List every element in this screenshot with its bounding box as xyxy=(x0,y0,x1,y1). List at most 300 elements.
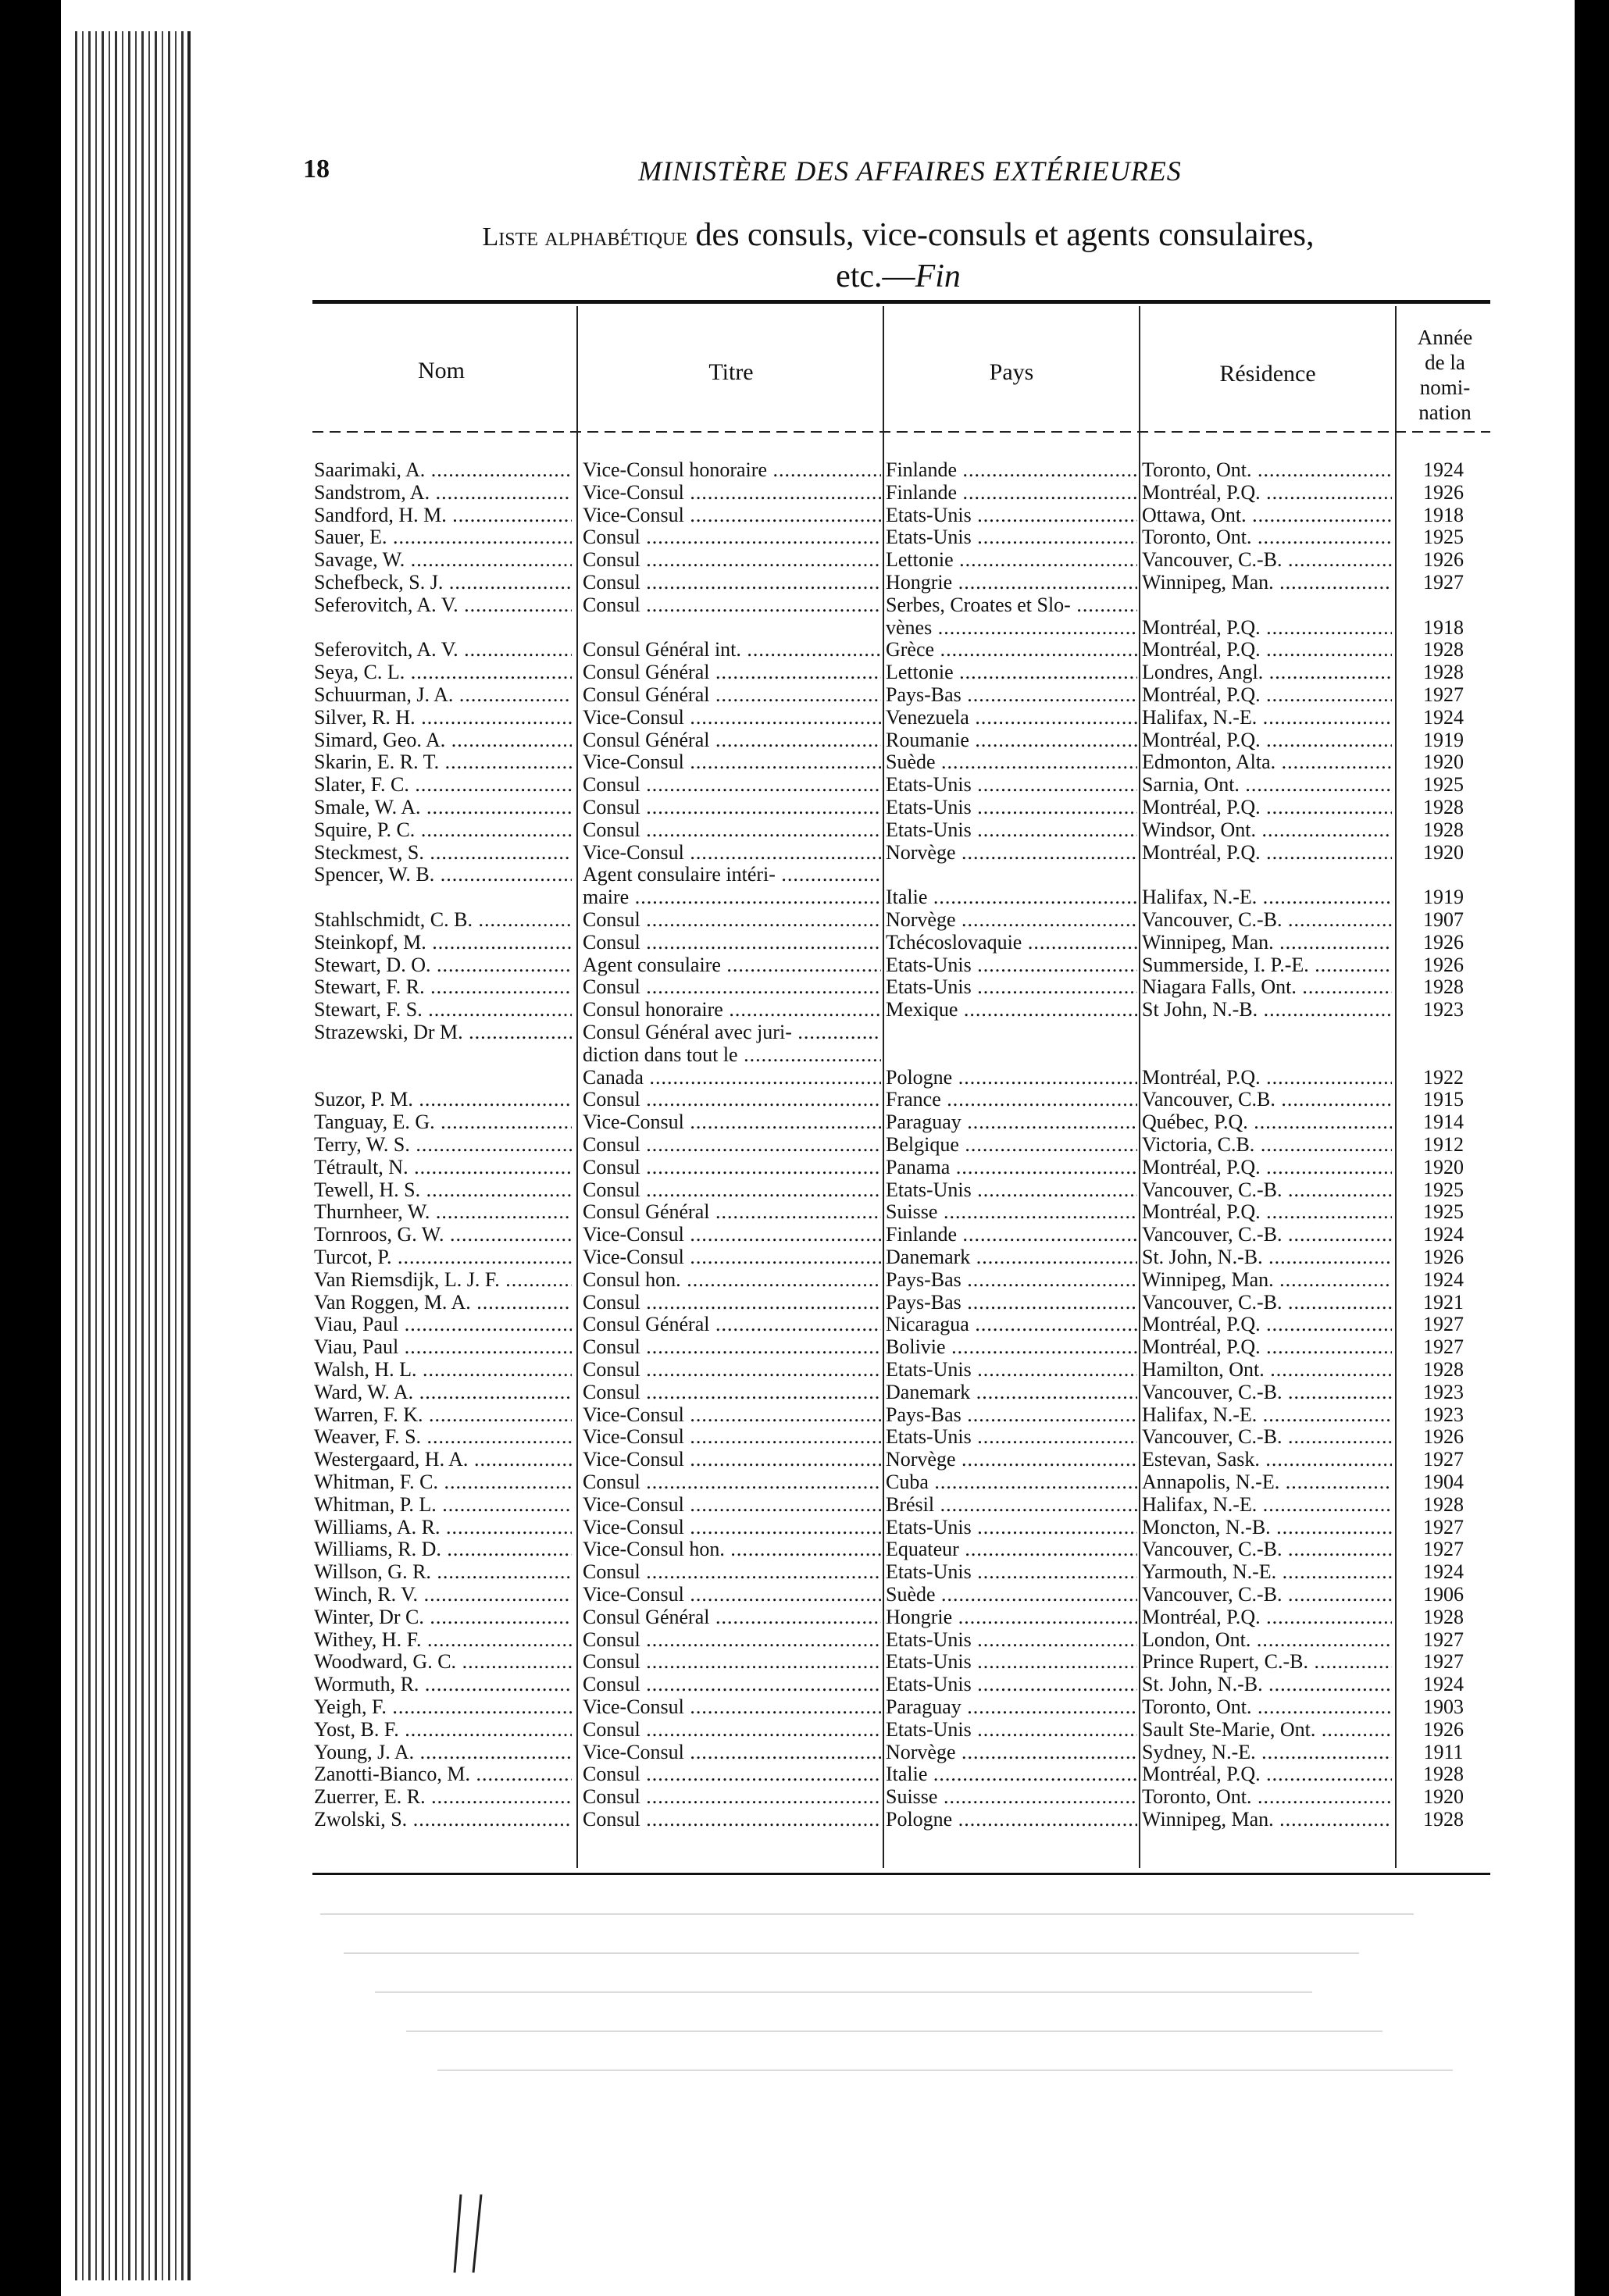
row-pays: Finlande ..... xyxy=(886,1224,1137,1246)
row-nom: Williams, A. R. ..... xyxy=(314,1517,572,1538)
row-annee: 1923 xyxy=(1423,1403,1464,1426)
row-titre: Consul honoraire ..... xyxy=(583,999,881,1021)
row-nom: Van Riemsdijk, L. J. F. ..... xyxy=(314,1269,572,1291)
row-pays: Finlande ..... xyxy=(886,459,1137,481)
row-annee: 1924 xyxy=(1423,1268,1464,1291)
row-annee: 1926 xyxy=(1423,481,1464,504)
row-titre: Consul ..... xyxy=(583,909,881,931)
table-row xyxy=(0,684,1609,706)
row-titre: maire ..... xyxy=(583,886,881,908)
row-annee: 1928 xyxy=(1423,639,1464,661)
row-pays: Lettonie ..... xyxy=(886,661,1137,683)
row-residence: Moncton, N.-B. ..... xyxy=(1142,1517,1392,1538)
row-annee: 1924 xyxy=(1423,1561,1464,1584)
row-titre: Consul ..... xyxy=(583,932,881,954)
row-nom: Turcot, P. ..... xyxy=(314,1246,572,1268)
row-nom: Thurnheer, W. ..... xyxy=(314,1201,572,1223)
row-pays: Lettonie ..... xyxy=(886,549,1137,571)
table-row xyxy=(0,1269,1609,1291)
row-titre: Consul Général avec juri- ..... xyxy=(583,1021,881,1043)
row-titre: Consul Général ..... xyxy=(583,1606,881,1628)
row-residence: Toronto, Ont. ..... xyxy=(1142,1696,1392,1718)
row-titre: Canada ..... xyxy=(583,1067,881,1089)
table-row xyxy=(0,1336,1609,1358)
row-titre: Vice-Consul ..... xyxy=(583,1584,881,1606)
row-nom: Tanguay, E. G. ..... xyxy=(314,1111,572,1133)
pencil-marks xyxy=(437,2187,531,2280)
row-nom: Wormuth, R. ..... xyxy=(314,1674,572,1695)
row-pays: Norvège ..... xyxy=(886,1449,1137,1471)
header-titre: Titre xyxy=(708,359,754,385)
table-row xyxy=(0,661,1609,683)
row-residence: Vancouver, C.-B. ..... xyxy=(1142,1224,1392,1246)
table-header-rule xyxy=(312,431,1490,433)
row-titre: Agent consulaire ..... xyxy=(583,954,881,976)
row-annee: 1920 xyxy=(1423,841,1464,864)
row-pays: Etats-Unis ..... xyxy=(886,954,1137,976)
row-nom: Tornroos, G. W. ..... xyxy=(314,1224,572,1246)
table-row xyxy=(0,1201,1609,1223)
row-residence: Summerside, I. P.-E. ..... xyxy=(1142,954,1392,976)
row-nom: Yost, B. F. ..... xyxy=(314,1719,572,1741)
row-residence: St. John, N.-B. ..... xyxy=(1142,1674,1392,1695)
row-nom: Seferovitch, A. V. ..... xyxy=(314,639,572,661)
row-annee: 1928 xyxy=(1423,1606,1464,1628)
row-titre: Consul ..... xyxy=(583,1719,881,1741)
row-pays: Suisse ..... xyxy=(886,1201,1137,1223)
row-residence: Montréal, P.Q. ..... xyxy=(1142,482,1392,504)
row-residence: Montréal, P.Q. ..... xyxy=(1142,639,1392,661)
table-row xyxy=(0,1426,1609,1448)
row-residence: Montréal, P.Q. ..... xyxy=(1142,729,1392,751)
row-pays: Finlande ..... xyxy=(886,482,1137,504)
row-residence: Vancouver, C.-B. ..... xyxy=(1142,1292,1392,1314)
row-titre: Vice-Consul ..... xyxy=(583,1224,881,1246)
row-pays: Pays-Bas ..... xyxy=(886,684,1137,706)
row-annee: 1914 xyxy=(1423,1111,1464,1134)
table-row xyxy=(0,999,1609,1021)
row-nom: Terry, W. S. ..... xyxy=(314,1134,572,1156)
row-residence: Montréal, P.Q. ..... xyxy=(1142,797,1392,818)
row-annee: 1925 xyxy=(1423,526,1464,549)
row-nom: Winch, R. V. ..... xyxy=(314,1584,572,1606)
row-titre: Consul ..... xyxy=(583,1382,881,1403)
row-nom: Woodward, G. C. ..... xyxy=(314,1651,572,1673)
table-row xyxy=(0,1809,1609,1831)
row-pays: Grèce ..... xyxy=(886,639,1137,661)
table-row xyxy=(0,482,1609,504)
table-row xyxy=(0,819,1609,841)
row-titre: Consul Général ..... xyxy=(583,684,881,706)
row-titre: Consul ..... xyxy=(583,549,881,571)
row-pays: Etats-Unis ..... xyxy=(886,504,1137,526)
row-annee: 1918 xyxy=(1423,616,1464,639)
row-pays: Etats-Unis ..... xyxy=(886,1426,1137,1448)
row-nom: Sauer, E. ..... xyxy=(314,526,572,548)
row-nom: Schefbeck, S. J. ..... xyxy=(314,572,572,594)
row-residence: Victoria, C.B. ..... xyxy=(1142,1134,1392,1156)
row-titre: Consul ..... xyxy=(583,1134,881,1156)
row-residence: Ottawa, Ont. ..... xyxy=(1142,504,1392,526)
row-residence: Halifax, N.-E. ..... xyxy=(1142,1494,1392,1516)
row-annee: 1920 xyxy=(1423,751,1464,774)
row-annee: 1907 xyxy=(1423,909,1464,931)
row-titre: Vice-Consul ..... xyxy=(583,1404,881,1426)
table-row xyxy=(0,797,1609,818)
row-annee: 1923 xyxy=(1423,999,1464,1021)
row-residence: Montréal, P.Q. ..... xyxy=(1142,617,1392,639)
row-titre: Consul Général ..... xyxy=(583,1314,881,1335)
row-titre: Vice-Consul ..... xyxy=(583,1517,881,1538)
list-title xyxy=(367,216,1429,296)
header-annee-line: nomi- xyxy=(1419,376,1471,399)
row-annee: 1924 xyxy=(1423,459,1464,481)
row-annee: 1926 xyxy=(1423,549,1464,572)
row-residence: St John, N.-B. ..... xyxy=(1142,999,1392,1021)
row-annee: 1927 xyxy=(1423,1314,1464,1336)
row-titre: Consul ..... xyxy=(583,1651,881,1673)
row-nom: Stahlschmidt, C. B. ..... xyxy=(314,909,572,931)
table-row xyxy=(0,932,1609,954)
row-annee: 1926 xyxy=(1423,954,1464,976)
table-row xyxy=(0,594,1609,616)
row-titre: Vice-Consul ..... xyxy=(583,482,881,504)
row-nom: Savage, W. ..... xyxy=(314,549,572,571)
row-pays: Pays-Bas ..... xyxy=(886,1292,1137,1314)
row-titre: Consul ..... xyxy=(583,572,881,594)
row-titre: Consul ..... xyxy=(583,1674,881,1695)
row-annee: 1927 xyxy=(1423,1651,1464,1674)
table-row xyxy=(0,1292,1609,1314)
row-pays: Belgique ..... xyxy=(886,1134,1137,1156)
table-top-rule xyxy=(312,300,1490,304)
row-pays: Pays-Bas ..... xyxy=(886,1404,1137,1426)
row-pays: Etats-Unis ..... xyxy=(886,976,1137,998)
row-pays: Norvège ..... xyxy=(886,909,1137,931)
table-row xyxy=(0,1629,1609,1651)
row-nom: Withey, H. F. ..... xyxy=(314,1629,572,1651)
row-annee: 1923 xyxy=(1423,1381,1464,1403)
table-row xyxy=(0,1179,1609,1201)
row-pays: Italie ..... xyxy=(886,1763,1137,1785)
running-title: MINISTÈRE DES AFFAIRES EXTÉRIEURES xyxy=(638,155,1182,187)
table-row xyxy=(0,1111,1609,1133)
row-annee: 1924 xyxy=(1423,1674,1464,1696)
row-nom: Whitman, F. C. ..... xyxy=(314,1471,572,1493)
row-residence: Vancouver, C.B. ..... xyxy=(1142,1089,1392,1111)
row-pays: Etats-Unis ..... xyxy=(886,526,1137,548)
row-residence: Montréal, P.Q. ..... xyxy=(1142,684,1392,706)
row-pays: Danemark ..... xyxy=(886,1382,1137,1403)
row-annee: 1922 xyxy=(1423,1066,1464,1089)
row-residence: Winnipeg, Man. ..... xyxy=(1142,572,1392,594)
row-residence: Québec, P.Q. ..... xyxy=(1142,1111,1392,1133)
row-pays: Cuba ..... xyxy=(886,1471,1137,1493)
row-residence: Toronto, Ont. ..... xyxy=(1142,526,1392,548)
row-titre: Consul ..... xyxy=(583,1336,881,1358)
table-row xyxy=(0,1246,1609,1268)
row-nom: Steinkopf, M. ..... xyxy=(314,932,572,954)
row-nom: Van Roggen, M. A. ..... xyxy=(314,1292,572,1314)
row-nom: Zuerrer, E. R. ..... xyxy=(314,1786,572,1808)
row-pays: Etats-Unis ..... xyxy=(886,1179,1137,1201)
row-pays: Tchécoslovaquie ..... xyxy=(886,932,1137,954)
row-nom: Tewell, H. S. ..... xyxy=(314,1179,572,1201)
table-row xyxy=(0,1674,1609,1695)
row-titre: Consul ..... xyxy=(583,1561,881,1583)
row-residence: Vancouver, C.-B. ..... xyxy=(1142,1584,1392,1606)
row-annee: 1918 xyxy=(1423,504,1464,526)
row-annee: 1927 xyxy=(1423,1449,1464,1471)
row-nom: Willson, G. R. ..... xyxy=(314,1561,572,1583)
table-row xyxy=(0,1382,1609,1403)
row-pays: Pologne ..... xyxy=(886,1809,1137,1831)
list-title-fin: Fin xyxy=(915,258,961,294)
row-annee: 1928 xyxy=(1423,976,1464,999)
scan-noise xyxy=(312,1898,1484,2101)
row-nom: Viau, Paul ..... xyxy=(314,1336,572,1358)
table-row xyxy=(0,526,1609,548)
row-nom: Young, J. A. ..... xyxy=(314,1742,572,1763)
row-nom: Winter, Dr C. ..... xyxy=(314,1606,572,1628)
row-pays: Pays-Bas ..... xyxy=(886,1269,1137,1291)
row-residence: St. John, N.-B. ..... xyxy=(1142,1246,1392,1268)
row-titre: Vice-Consul ..... xyxy=(583,1696,881,1718)
row-nom: Westergaard, H. A. ..... xyxy=(314,1449,572,1471)
row-titre: Consul hon. ..... xyxy=(583,1269,881,1291)
row-nom: Ward, W. A. ..... xyxy=(314,1382,572,1403)
row-pays: Etats-Unis ..... xyxy=(886,1629,1137,1651)
row-annee: 1926 xyxy=(1423,931,1464,954)
row-titre: Consul ..... xyxy=(583,526,881,548)
row-residence: Montréal, P.Q. ..... xyxy=(1142,1314,1392,1335)
table-row xyxy=(0,1134,1609,1156)
row-nom: Weaver, F. S. ..... xyxy=(314,1426,572,1448)
row-titre: Consul ..... xyxy=(583,976,881,998)
row-residence: Vancouver, C.-B. ..... xyxy=(1142,909,1392,931)
row-nom: Simard, Geo. A. ..... xyxy=(314,729,572,751)
row-residence: Montréal, P.Q. ..... xyxy=(1142,842,1392,864)
table-row xyxy=(0,1359,1609,1381)
table-row xyxy=(0,1561,1609,1583)
row-pays: Norvège ..... xyxy=(886,1742,1137,1763)
table-row xyxy=(0,1696,1609,1718)
row-nom: Spencer, W. B. ..... xyxy=(314,864,572,886)
table-row xyxy=(0,864,1609,886)
table-row xyxy=(0,1471,1609,1493)
table-row xyxy=(0,751,1609,773)
row-titre: Consul ..... xyxy=(583,1292,881,1314)
row-titre: Consul ..... xyxy=(583,1179,881,1201)
header-residence: Résidence xyxy=(1219,361,1316,387)
table-row xyxy=(0,504,1609,526)
row-residence: Halifax, N.-E. ..... xyxy=(1142,1404,1392,1426)
row-residence: Windsor, Ont. ..... xyxy=(1142,819,1392,841)
row-titre: Consul ..... xyxy=(583,1786,881,1808)
row-residence: Niagara Falls, Ont. ..... xyxy=(1142,976,1392,998)
row-nom: Strazewski, Dr M. ..... xyxy=(314,1021,572,1043)
row-annee: 1928 xyxy=(1423,818,1464,841)
row-titre: diction dans tout le ..... xyxy=(583,1044,881,1066)
row-titre: Vice-Consul ..... xyxy=(583,1742,881,1763)
row-annee: 1919 xyxy=(1423,886,1464,909)
row-titre: Vice-Consul honoraire ..... xyxy=(583,459,881,481)
row-residence: Vancouver, C.-B. ..... xyxy=(1142,1538,1392,1560)
table-row xyxy=(0,1742,1609,1763)
row-titre: Consul ..... xyxy=(583,1359,881,1381)
row-residence: London, Ont. ..... xyxy=(1142,1629,1392,1651)
row-residence: Montréal, P.Q. ..... xyxy=(1142,1067,1392,1089)
row-annee: 1926 xyxy=(1423,1718,1464,1741)
table-row xyxy=(0,976,1609,998)
header-annee-line: nation xyxy=(1418,401,1472,424)
row-annee: 1925 xyxy=(1423,1178,1464,1201)
row-annee: 1912 xyxy=(1423,1134,1464,1156)
row-nom: Seya, C. L. ..... xyxy=(314,661,572,683)
row-residence: Edmonton, Alta. ..... xyxy=(1142,751,1392,773)
row-titre: Consul Général ..... xyxy=(583,661,881,683)
row-residence: Londres, Angl. ..... xyxy=(1142,661,1392,683)
table-row xyxy=(0,1067,1609,1089)
row-annee: 1927 xyxy=(1423,684,1464,706)
table-row xyxy=(0,1404,1609,1426)
row-nom: Skarin, E. R. T. ..... xyxy=(314,751,572,773)
table-row xyxy=(0,572,1609,594)
row-residence: Sydney, N.-E. ..... xyxy=(1142,1742,1392,1763)
table-row xyxy=(0,1494,1609,1516)
row-pays: Hongrie ..... xyxy=(886,572,1137,594)
row-annee: 1919 xyxy=(1423,729,1464,751)
table-row xyxy=(0,639,1609,661)
row-pays: Etats-Unis ..... xyxy=(886,1561,1137,1583)
table-row xyxy=(0,1157,1609,1178)
row-pays: Venezuela ..... xyxy=(886,707,1137,729)
header-annee xyxy=(1398,325,1492,425)
row-residence: Annapolis, N.-E. ..... xyxy=(1142,1471,1392,1493)
row-titre: Vice-Consul hon. ..... xyxy=(583,1538,881,1560)
header-pays: Pays xyxy=(989,359,1034,385)
header-annee-line: de la xyxy=(1425,351,1465,374)
row-residence: Montréal, P.Q. ..... xyxy=(1142,1336,1392,1358)
row-titre: Consul ..... xyxy=(583,594,881,616)
table-row xyxy=(0,909,1609,931)
row-residence: Halifax, N.-E. ..... xyxy=(1142,707,1392,729)
row-titre: Consul ..... xyxy=(583,1157,881,1178)
row-titre: Vice-Consul ..... xyxy=(583,1111,881,1133)
row-annee: 1921 xyxy=(1423,1291,1464,1314)
row-nom: Warren, F. K. ..... xyxy=(314,1404,572,1426)
row-titre: Consul ..... xyxy=(583,1809,881,1831)
row-annee: 1924 xyxy=(1423,706,1464,729)
row-pays: Norvège ..... xyxy=(886,842,1137,864)
row-nom: Sandford, H. M. ..... xyxy=(314,504,572,526)
table-row xyxy=(0,549,1609,571)
row-titre: Vice-Consul ..... xyxy=(583,1246,881,1268)
table-row xyxy=(0,1651,1609,1673)
row-residence: Vancouver, C.-B. ..... xyxy=(1142,1426,1392,1448)
row-titre: Consul ..... xyxy=(583,1763,881,1785)
row-pays: Equateur ..... xyxy=(886,1538,1137,1560)
row-nom: Saarimaki, A. ..... xyxy=(314,459,572,481)
row-pays: Etats-Unis ..... xyxy=(886,1719,1137,1741)
row-residence: Vancouver, C.-B. ..... xyxy=(1142,1179,1392,1201)
row-pays: Danemark ..... xyxy=(886,1246,1137,1268)
row-pays: Paraguay ..... xyxy=(886,1696,1137,1718)
table-row xyxy=(0,1314,1609,1335)
row-annee: 1927 xyxy=(1423,1516,1464,1538)
table-row xyxy=(0,842,1609,864)
row-pays: Roumanie ..... xyxy=(886,729,1137,751)
row-annee: 1926 xyxy=(1423,1246,1464,1268)
row-pays: Etats-Unis ..... xyxy=(886,1674,1137,1695)
row-titre: Consul Général int. ..... xyxy=(583,639,881,661)
row-annee: 1928 xyxy=(1423,1493,1464,1516)
row-nom: Steckmest, S. ..... xyxy=(314,842,572,864)
table-row xyxy=(0,1044,1609,1066)
table-row xyxy=(0,1517,1609,1538)
row-titre: Consul ..... xyxy=(583,774,881,796)
row-pays: Pologne ..... xyxy=(886,1067,1137,1089)
row-residence: Sault Ste-Marie, Ont. ..... xyxy=(1142,1719,1392,1741)
row-pays: Etats-Unis ..... xyxy=(886,1651,1137,1673)
row-nom: Seferovitch, A. V. ..... xyxy=(314,594,572,616)
table-row xyxy=(0,729,1609,751)
row-nom: Suzor, P. M. ..... xyxy=(314,1089,572,1111)
row-pays: Etats-Unis ..... xyxy=(886,797,1137,818)
row-residence: Toronto, Ont. ..... xyxy=(1142,459,1392,481)
row-nom: Zwolski, S. ..... xyxy=(314,1809,572,1831)
row-annee: 1911 xyxy=(1423,1741,1464,1763)
row-residence: Vancouver, C.-B. ..... xyxy=(1142,1382,1392,1403)
row-annee: 1924 xyxy=(1423,1224,1464,1246)
table-row xyxy=(0,1449,1609,1471)
row-titre: Vice-Consul ..... xyxy=(583,842,881,864)
row-nom: Walsh, H. L. ..... xyxy=(314,1359,572,1381)
row-pays: Hongrie ..... xyxy=(886,1606,1137,1628)
row-residence: Yarmouth, N.-E. ..... xyxy=(1142,1561,1392,1583)
row-pays: Serbes, Croates et Slo- ..... xyxy=(886,594,1137,616)
row-pays: vènes ..... xyxy=(886,617,1137,639)
row-annee: 1927 xyxy=(1423,1538,1464,1561)
row-titre: Consul ..... xyxy=(583,1471,881,1493)
table-row xyxy=(0,1021,1609,1043)
row-nom: Slater, F. C. ..... xyxy=(314,774,572,796)
row-annee: 1928 xyxy=(1423,1809,1464,1831)
row-titre: Agent consulaire intéri- ..... xyxy=(583,864,881,886)
table-row xyxy=(0,1719,1609,1741)
row-residence: Montréal, P.Q. ..... xyxy=(1142,1606,1392,1628)
row-pays: Paraguay ..... xyxy=(886,1111,1137,1133)
row-residence: Prince Rupert, C.-B. ..... xyxy=(1142,1651,1392,1673)
row-annee: 1928 xyxy=(1423,1359,1464,1381)
row-residence: Montréal, P.Q. ..... xyxy=(1142,1763,1392,1785)
row-annee: 1925 xyxy=(1423,1201,1464,1224)
row-pays: Etats-Unis ..... xyxy=(886,774,1137,796)
table-row xyxy=(0,1538,1609,1560)
row-annee: 1925 xyxy=(1423,774,1464,797)
row-pays: Suède ..... xyxy=(886,751,1137,773)
row-pays: Suisse ..... xyxy=(886,1786,1137,1808)
table-row xyxy=(0,1584,1609,1606)
table-row xyxy=(0,774,1609,796)
row-nom: Williams, R. D. ..... xyxy=(314,1538,572,1560)
row-residence: Winnipeg, Man. ..... xyxy=(1142,1269,1392,1291)
page-number: 18 xyxy=(303,155,330,184)
row-titre: Consul Général ..... xyxy=(583,729,881,751)
row-titre: Consul ..... xyxy=(583,797,881,818)
row-residence: Sarnia, Ont. ..... xyxy=(1142,774,1392,796)
row-nom: Whitman, P. L. ..... xyxy=(314,1494,572,1516)
